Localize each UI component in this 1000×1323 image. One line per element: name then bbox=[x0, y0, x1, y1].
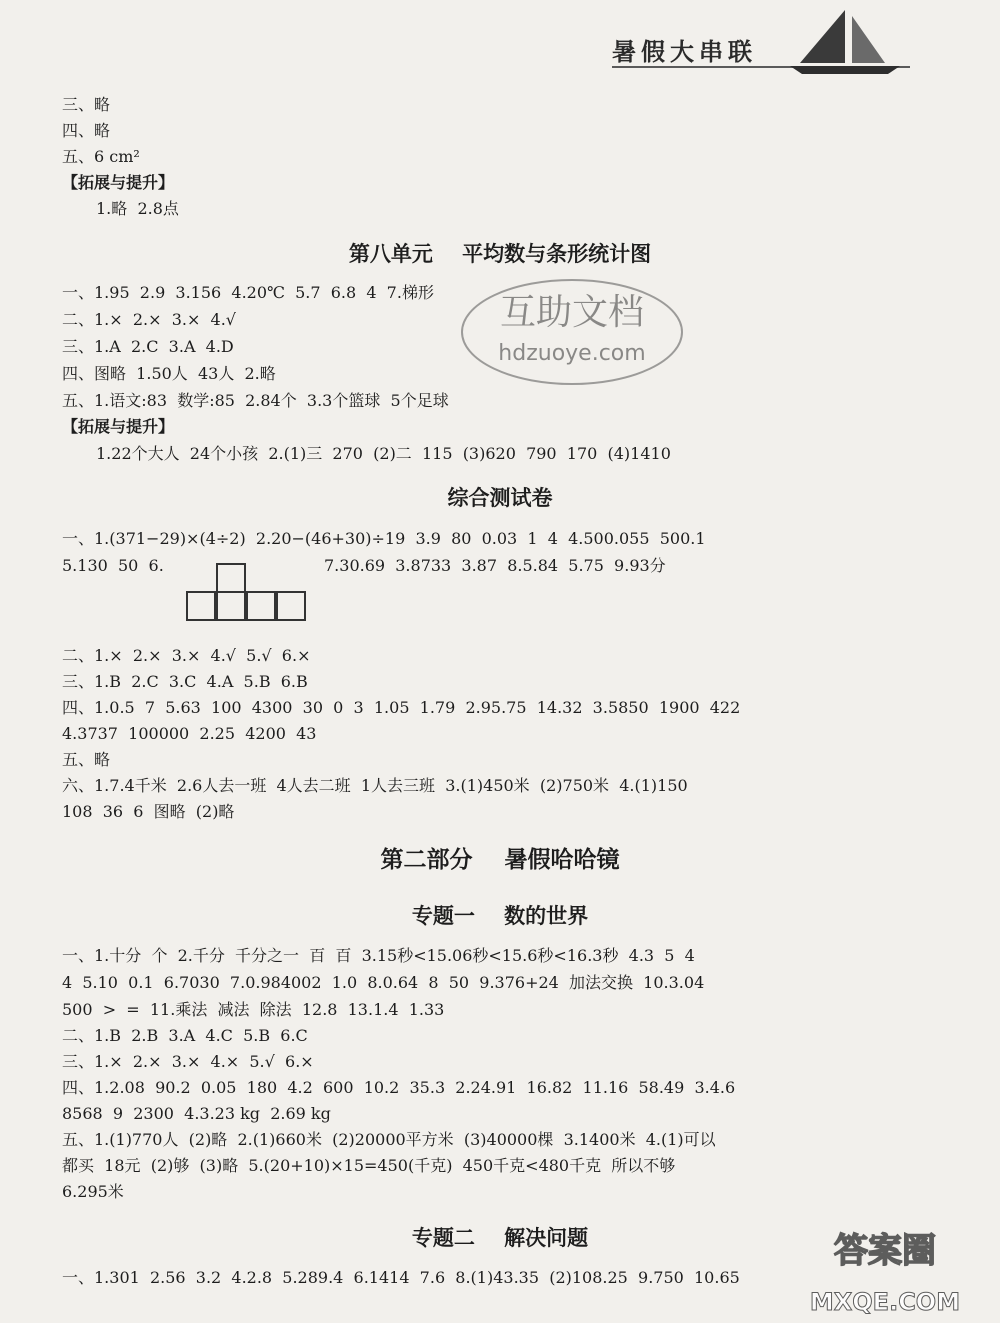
answer-line: 三、略 bbox=[62, 95, 111, 114]
answer-line: 四、图略 1.50人 43人 2.略 bbox=[62, 364, 276, 383]
section-label: 【拓展与提升】 bbox=[62, 173, 175, 192]
part2-title: 第二部分 暑假哈哈镜 bbox=[380, 846, 620, 873]
answer-line: 二、1.× 2.× 3.× 4.√ bbox=[62, 310, 236, 329]
answer-line: 一、1.95 2.9 3.156 4.20℃ 5.7 6.8 4 7.梯形 bbox=[62, 283, 434, 302]
answer-line: 五、1.语文:83 数学:85 2.84个 3.3个篮球 5个足球 bbox=[62, 391, 449, 410]
section-label: 【拓展与提升】 bbox=[62, 417, 175, 436]
topic2-title: 专题二 解决问题 bbox=[411, 1225, 589, 1250]
answer-line: 4.3737 100000 2.25 4200 43 bbox=[62, 724, 317, 743]
answer-line: 三、1.B 2.C 3.C 4.A 5.B 6.B bbox=[62, 672, 308, 691]
test-title: 综合测试卷 bbox=[447, 485, 553, 510]
sailboat-icon bbox=[780, 8, 910, 78]
answer-line: 五、6 cm² bbox=[62, 147, 140, 166]
answer-line: 5.130 50 6. bbox=[62, 556, 164, 575]
answer-line: 六、1.7.4千米 2.6人去一班 4人去二班 1人去三班 3.(1)450米 (2)750米 4.(1)150 bbox=[62, 776, 688, 795]
answer-line: 108 36 6 图略 (2)略 bbox=[62, 802, 235, 821]
brand-title: 暑假大串联 bbox=[612, 37, 757, 66]
answer-line: 四、略 bbox=[62, 121, 111, 140]
watermark-url: hdzuoye.com bbox=[498, 341, 646, 366]
answer-line: 三、1.A 2.C 3.A 4.D bbox=[62, 337, 234, 356]
answer-line: 三、1.× 2.× 3.× 4.× 5.√ 6.× bbox=[62, 1052, 314, 1071]
page-header bbox=[0, 0, 1000, 90]
answer-line: 500 > = 11.乘法 减法 除法 12.8 13.1.4 1.33 bbox=[62, 1000, 445, 1019]
unit8-title: 第八单元 平均数与条形统计图 bbox=[348, 241, 652, 266]
answer-line: 7.30.69 3.8733 3.87 8.5.84 5.75 9.93分 bbox=[324, 556, 666, 575]
answer-line: 五、1.(1)770人 (2)略 2.(1)660米 (2)20000平方米 (3)40000棵 3.1400米 4.(1)可以 bbox=[62, 1130, 716, 1149]
watermark-stamp bbox=[452, 272, 692, 392]
answer-line: 1.22个大人 24个小孩 2.(1)三 270 (2)二 115 (3)620 790 170 (4)1410 bbox=[96, 444, 671, 463]
answer-line: 二、1.B 2.B 3.A 4.C 5.B 6.C bbox=[62, 1026, 308, 1045]
topic1-title: 专题一 数的世界 bbox=[411, 903, 589, 928]
footer-watermark-url: MXQE.COM bbox=[809, 1288, 961, 1316]
cube-net-figure bbox=[186, 563, 306, 625]
answer-line: 四、1.0.5 7 5.63 100 4300 30 0 3 1.05 1.79 2.95.75 14.32 3.5850 1900 422 bbox=[62, 698, 741, 717]
answer-line: 4 5.10 0.1 6.7030 7.0.984002 1.0 8.0.64 8 50 9.376+24 加法交换 10.3.04 bbox=[62, 973, 705, 992]
watermark-text: 互助文档 bbox=[499, 292, 645, 333]
answer-line: 一、1.十分 个 2.千分 千分之一 百 百 3.15秒<15.06秒<15.6秒<16.3秒 4.3 5 4 bbox=[62, 946, 695, 965]
answer-line: 二、1.× 2.× 3.× 4.√ 5.√ 6.× bbox=[62, 646, 311, 665]
answer-line: 6.295米 bbox=[62, 1182, 124, 1201]
footer-watermark-text: 答案圈 bbox=[834, 1231, 936, 1271]
answer-line: 8568 9 2300 4.3.23 kg 2.69 kg bbox=[62, 1104, 331, 1123]
answer-line: 五、略 bbox=[62, 750, 111, 769]
answer-line: 四、1.2.08 90.2 0.05 180 4.2 600 10.2 35.3 2.24.91 16.82 11.16 58.49 3.4.6 bbox=[62, 1078, 736, 1097]
answer-line: 一、1.(371−29)×(4÷2) 2.20−(46+30)÷19 3.9 80 0.03 1 4 4.500.055 500.1 bbox=[62, 529, 706, 548]
answer-line: 一、1.301 2.56 3.2 4.2.8 5.289.4 6.1414 7.6 8.(1)43.35 (2)108.25 9.750 10.65 bbox=[62, 1268, 740, 1287]
footer-watermark bbox=[770, 1220, 1000, 1323]
answer-line: 都买 18元 (2)够 (3)略 5.(20+10)×15=450(千克) 450千克<480千克 所以不够 bbox=[62, 1156, 676, 1175]
answer-line: 1.略 2.8点 bbox=[96, 199, 179, 218]
